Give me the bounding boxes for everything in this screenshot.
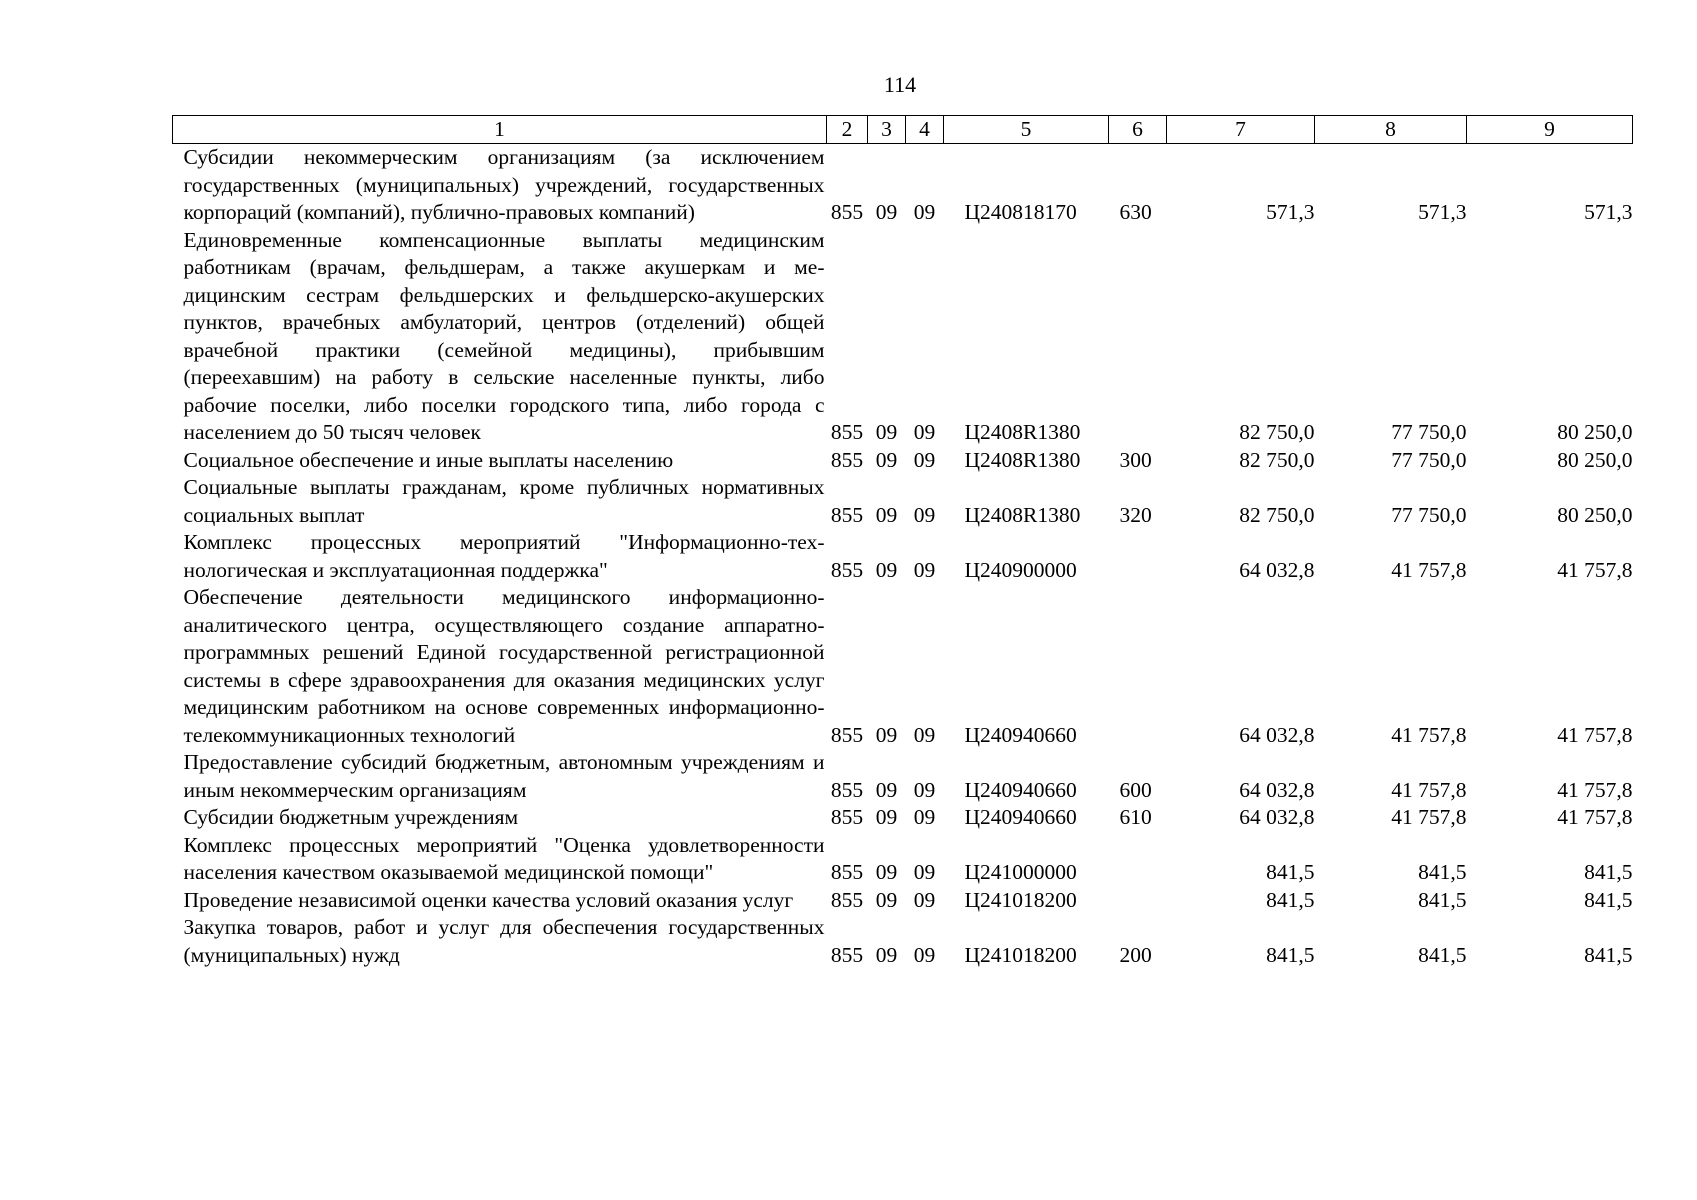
subsection-code: 09 — [913, 420, 936, 444]
table-row — [173, 749, 1633, 804]
amount-col-7: 841,5 — [1266, 887, 1315, 912]
section-code: 09 — [875, 722, 898, 747]
amount-col-7: 64 032,8 — [1239, 722, 1315, 747]
amount-col-8: 77 750,0 — [1391, 420, 1467, 444]
amount-col-8: 77 750,0 — [1391, 502, 1467, 527]
expense-type-code — [1109, 227, 1167, 447]
amount-col-7: 64 032,8 — [1239, 777, 1315, 802]
amount-col-8: 841,5 — [1418, 887, 1467, 912]
amount-col-7: 64 032,8 — [1239, 557, 1315, 582]
expense-type-code: 200 — [1119, 942, 1152, 967]
column-header: 4 — [906, 116, 944, 144]
column-header: 1 — [173, 116, 827, 144]
section-code: 09 — [875, 887, 898, 912]
target-article-code: Ц2408R1380 — [964, 502, 1081, 527]
column-header: 6 — [1109, 116, 1167, 144]
section-code: 09 — [875, 200, 898, 224]
section-code: 09 — [875, 860, 898, 884]
grbs-code: 855 — [830, 420, 864, 444]
table-body — [173, 144, 1633, 970]
row-name: Проведение независимой оценки качества условий оказания услуг — [183, 887, 794, 912]
amount-col-8: 841,5 — [1418, 860, 1467, 884]
amount-col-8: 841,5 — [1418, 942, 1467, 967]
table-row — [173, 144, 1633, 227]
target-article-code: Ц241000000 — [964, 860, 1077, 884]
expense-type-code: 320 — [1119, 502, 1152, 527]
expense-type-code — [1109, 529, 1167, 584]
section-code: 09 — [875, 447, 898, 472]
column-header: 2 — [827, 116, 868, 144]
subsection-code: 09 — [913, 805, 936, 829]
target-article-code: Ц241018200 — [964, 942, 1077, 967]
table-row — [173, 474, 1633, 529]
row-name: Предоставление субсидий бюджетным, автономным учреждениям и иным некоммерческим организациям — [183, 750, 825, 802]
target-article-code: Ц241018200 — [964, 887, 1077, 912]
amount-col-8: 77 750,0 — [1391, 447, 1467, 472]
row-name: Социальные выплаты гражданам, кроме публичных нормативных социальных выплат — [183, 475, 825, 527]
grbs-code: 855 — [830, 447, 864, 472]
subsection-code: 09 — [913, 860, 936, 884]
amount-col-8: 41 757,8 — [1391, 722, 1467, 747]
table-row — [173, 887, 1633, 915]
grbs-code: 855 — [830, 860, 864, 884]
column-header: 5 — [944, 116, 1109, 144]
page-number: 114 — [883, 72, 917, 97]
amount-col-7: 82 750,0 — [1239, 420, 1315, 444]
amount-col-8: 41 757,8 — [1391, 777, 1467, 802]
grbs-code: 855 — [830, 722, 864, 747]
amount-col-8: 41 757,8 — [1391, 805, 1467, 829]
amount-col-9: 571,3 — [1584, 200, 1633, 224]
row-name: Социальное обеспечение и иные выплаты населению — [183, 447, 674, 472]
amount-col-9: 41 757,8 — [1557, 557, 1633, 582]
target-article-code: Ц240940660 — [964, 722, 1077, 747]
table-row — [173, 832, 1633, 887]
column-header: 7 — [1167, 116, 1315, 144]
grbs-code: 855 — [830, 200, 864, 224]
column-header: 3 — [868, 116, 906, 144]
subsection-code: 09 — [913, 942, 936, 967]
section-code: 09 — [875, 805, 898, 829]
section-code: 09 — [875, 777, 898, 802]
expense-type-code: 610 — [1119, 805, 1152, 829]
grbs-code: 855 — [830, 502, 864, 527]
amount-col-9: 841,5 — [1584, 887, 1633, 912]
row-name: Комплекс процессных мероприятий "Информационно-технологическая и эксплуатационная поддержка" — [183, 530, 825, 582]
amount-col-8: 571,3 — [1418, 200, 1467, 224]
expense-type-code — [1109, 832, 1167, 887]
table-row — [173, 584, 1633, 749]
subsection-code: 09 — [913, 447, 936, 472]
amount-col-9: 41 757,8 — [1557, 805, 1633, 829]
amount-col-9: 841,5 — [1584, 860, 1633, 884]
section-code: 09 — [875, 942, 898, 967]
amount-col-7: 64 032,8 — [1239, 805, 1315, 829]
target-article-code: Ц2408R1380 — [964, 420, 1081, 444]
expense-type-code: 630 — [1119, 200, 1152, 224]
amount-col-9: 41 757,8 — [1557, 777, 1633, 802]
column-header: 9 — [1467, 116, 1633, 144]
row-name: Единовременные компенсационные выплаты медицинским работникам (врачам, фельдшерам, а также акушеркам и медицинским сестрам фельдшерских и фельдшерско-акушерских пунктов, врачебных амбулаторий, центров (отделений) общей врачебной практики (семейной медицины), прибывшим (переехавшим) на работу в сельские населенные пункты, либо рабочие поселки, либо поселки городского типа, либо города с населением до 50 тысяч человек — [183, 227, 825, 444]
amount-col-7: 841,5 — [1266, 942, 1315, 967]
amount-col-8: 41 757,8 — [1391, 557, 1467, 582]
section-code: 09 — [875, 502, 898, 527]
subsection-code: 09 — [913, 722, 936, 747]
grbs-code: 855 — [830, 887, 864, 912]
amount-col-9: 80 250,0 — [1557, 420, 1633, 444]
budget-table — [172, 115, 1633, 969]
subsection-code: 09 — [913, 557, 936, 582]
subsection-code: 09 — [913, 502, 936, 527]
amount-col-9: 841,5 — [1584, 942, 1633, 967]
column-number-header-row — [173, 116, 1633, 144]
subsection-code: 09 — [913, 887, 936, 912]
expense-type-code — [1109, 584, 1167, 749]
table-row — [173, 447, 1633, 475]
amount-col-7: 82 750,0 — [1239, 447, 1315, 472]
subsection-code: 09 — [913, 777, 936, 802]
row-name: Обеспечение деятельности медицинского информационно-аналитического центра, осуществляющего создание аппаратно-программных решений Единой государственной регистрационной системы в сфере здравоохранения для оказания медицинских услуг медицинским работником на основе современных информационно-телекоммуникационных технологий — [183, 585, 825, 747]
column-header: 8 — [1315, 116, 1467, 144]
grbs-code: 855 — [830, 805, 864, 829]
amount-col-7: 841,5 — [1266, 860, 1315, 884]
section-code: 09 — [875, 420, 898, 444]
expense-type-code: 600 — [1119, 777, 1152, 802]
target-article-code: Ц240940660 — [964, 805, 1077, 829]
row-name: Субсидии бюджетным учреждениям — [183, 805, 519, 829]
target-article-code: Ц2408R1380 — [964, 447, 1081, 472]
grbs-code: 855 — [830, 777, 864, 802]
row-name: Комплекс процессных мероприятий "Оценка удовлетворенности населения качеством оказываемой медицинской помощи" — [183, 832, 825, 884]
table-row — [173, 529, 1633, 584]
expense-type-code — [1109, 887, 1167, 915]
amount-col-9: 41 757,8 — [1557, 722, 1633, 747]
amount-col-7: 571,3 — [1266, 200, 1315, 224]
target-article-code: Ц240940660 — [964, 777, 1077, 802]
amount-col-9: 80 250,0 — [1557, 502, 1633, 527]
target-article-code: Ц240900000 — [964, 557, 1077, 582]
row-name: Субсидии некоммерческим организациям (за исключением государственных (муниципальных) учреждений, государственных корпораций (компаний), публично-правовых компаний) — [183, 145, 825, 224]
subsection-code: 09 — [913, 200, 936, 224]
amount-col-9: 80 250,0 — [1557, 447, 1633, 472]
table-row — [173, 227, 1633, 447]
amount-col-7: 82 750,0 — [1239, 502, 1315, 527]
row-name: Закупка товаров, работ и услуг для обеспечения государственных (муниципальных) нужд — [183, 915, 825, 967]
section-code: 09 — [875, 557, 898, 582]
table-row — [173, 914, 1633, 969]
target-article-code: Ц240818170 — [964, 200, 1077, 224]
table-row — [173, 804, 1633, 832]
grbs-code: 855 — [830, 557, 864, 582]
expense-type-code: 300 — [1119, 447, 1152, 472]
grbs-code: 855 — [830, 942, 864, 967]
